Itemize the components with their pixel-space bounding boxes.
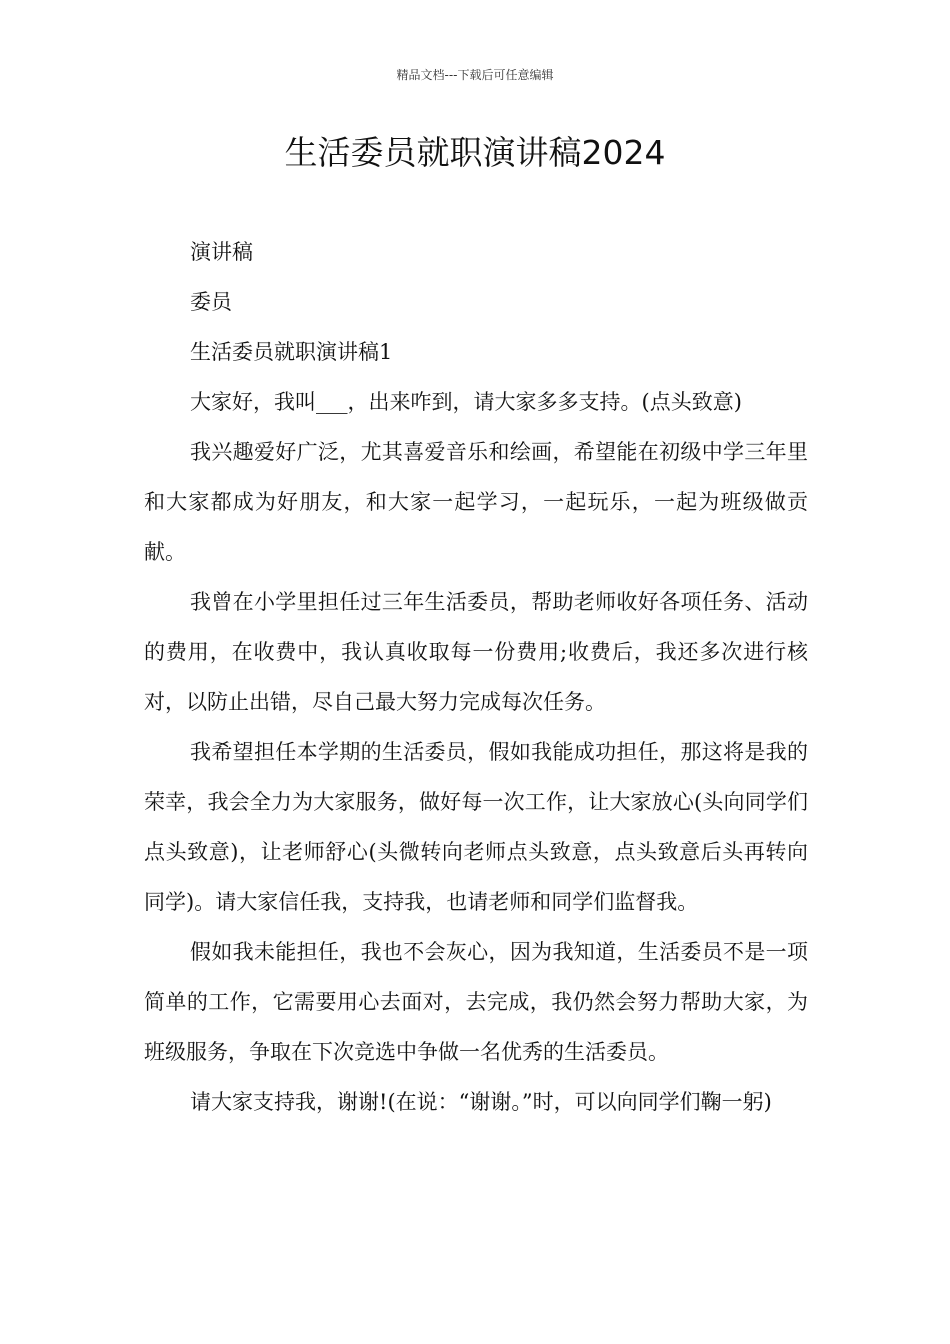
paragraph-8: 假如我未能担任，我也不会灰心，因为我知道，生活委员不是一项简单的工作，它需要用心去面对，去完成，我仍然会努力帮助大家，为班级服务，争取在下次竞选中争做一名优秀的生活委员。: [144, 940, 808, 1064]
paragraph-3: 生活委员就职演讲稿1: [190, 340, 393, 364]
paragraph-7: 我希望担任本学期的生活委员，假如我能成功担任，那这将是我的荣幸，我会全力为大家服务，做好每一次工作，让大家放心(头向同学们点头致意)，让老师舒心(头微转向老师点头致意，点头致意后头再转向同学)。请大家信任我，支持我，也请老师和同学们监督我。: [144, 740, 808, 914]
document-body: [144, 227, 808, 1127]
paragraph-4: 大家好，我叫___，出来咋到，请大家多多支持。(点头致意): [190, 390, 742, 414]
paragraph-2: 委员: [190, 290, 232, 314]
paragraph-1: 演讲稿: [190, 240, 253, 264]
paragraph-6: 我曾在小学里担任过三年生活委员，帮助老师收好各项任务、活动的费用，在收费中，我认真收取每一份费用;收费后，我还多次进行核对，以防止出错，尽自己最大努力完成每次任务。: [144, 590, 808, 714]
document-title: 生活委员就职演讲稿2024: [284, 133, 666, 172]
paragraph-5: 我兴趣爱好广泛，尤其喜爱音乐和绘画，希望能在初级中学三年里和大家都成为好朋友，和大家一起学习，一起玩乐，一起为班级做贡献。: [144, 440, 808, 564]
header-note: 精品文档---下载后可任意编辑: [396, 68, 554, 82]
paragraph-9: 请大家支持我，谢谢!(在说：“谢谢。”时，可以向同学们鞠一躬): [190, 1090, 772, 1114]
